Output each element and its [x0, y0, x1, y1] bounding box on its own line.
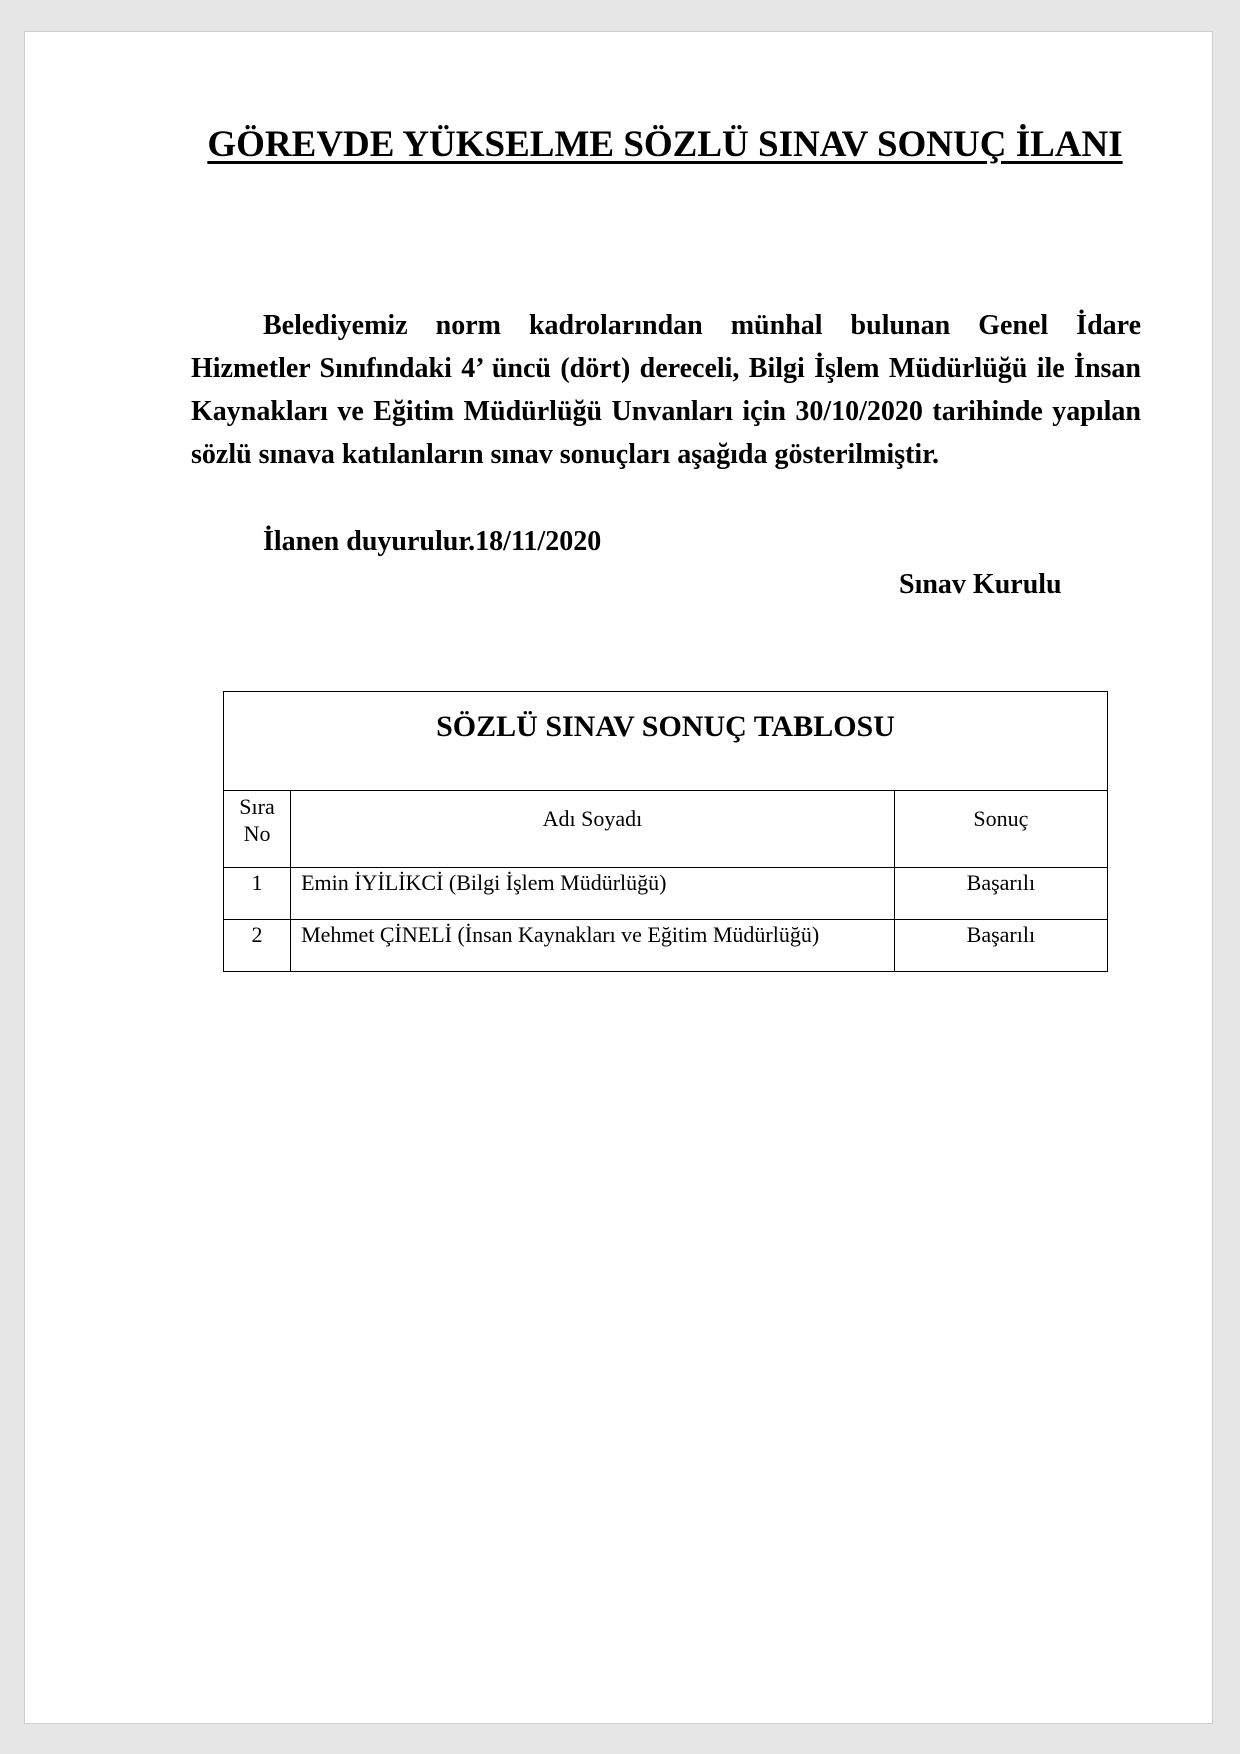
table-row — [224, 920, 1108, 972]
row-no: 2 — [224, 920, 291, 972]
header-sonuc: Sonuç — [894, 791, 1107, 868]
header-adi-soyadi: Adı Soyadı — [291, 791, 895, 868]
notice-body-text: Belediyemiz norm kadrolarından münhal bulunan Genel İdare Hizmetler Sınıfındaki 4’ üncü (dört) dereceli, Bilgi İşlem Müdürlüğü ile İnsan Kaynakları ve Eğitim Müdürlüğü Unvanları için 30/10/2020 tarihinde yapılan sözlü sınava katılanların sınav sonuçları aşağıda gösterilmiştir. — [191, 310, 1141, 470]
table-title-row — [224, 692, 1108, 791]
table-title: SÖZLÜ SINAV SONUÇ TABLOSU — [224, 692, 1108, 791]
signature: Sınav Kurulu — [899, 569, 1062, 600]
results-table — [223, 691, 1108, 972]
header-sira-no — [224, 791, 291, 868]
announcement-line: İlanen duyurulur.18/11/2020 — [263, 526, 602, 557]
table-row — [224, 868, 1108, 920]
header-sira-no-line2: No — [243, 821, 271, 846]
header-sira-no-line1: Sıra — [239, 794, 275, 819]
document-page — [24, 31, 1213, 1724]
row-result: Başarılı — [894, 868, 1107, 920]
row-no: 1 — [224, 868, 291, 920]
notice-title: GÖREVDE YÜKSELME SÖZLÜ SINAV SONUÇ İLANI — [207, 124, 1123, 165]
notice-body — [191, 304, 1141, 476]
row-result: Başarılı — [894, 920, 1107, 972]
table-header-row — [224, 791, 1108, 868]
row-name: Emin İYİLİKCİ (Bilgi İşlem Müdürlüğü) — [291, 868, 895, 920]
row-name: Mehmet ÇİNELİ (İnsan Kaynakları ve Eğitim Müdürlüğü) — [291, 920, 895, 972]
